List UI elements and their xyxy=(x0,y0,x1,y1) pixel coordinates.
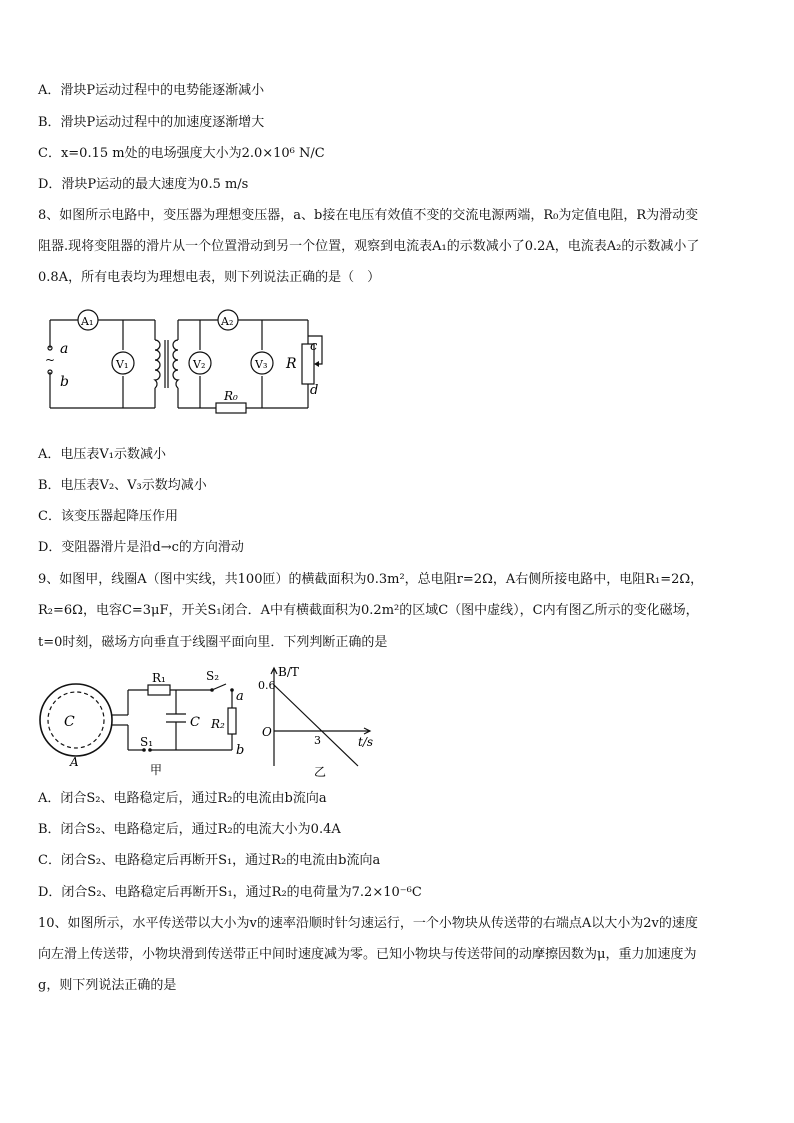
label-c: c xyxy=(310,339,318,354)
q8-stem-line-3: 0.8A，所有电表均为理想电表，则下列说法正确的是（ ） xyxy=(38,270,381,285)
label-region-C: C xyxy=(64,714,75,730)
label-S2: S₂ xyxy=(206,669,220,683)
label-A2: A₂ xyxy=(221,315,234,328)
caption-jia: 甲 xyxy=(150,763,163,777)
q7-option-d: D．滑块P运动的最大速度为0.5 m/s xyxy=(38,177,249,192)
x-tick-3: 3 xyxy=(314,734,321,747)
label-R1: R₁ xyxy=(152,671,166,685)
q8-circuit-diagram xyxy=(40,300,340,415)
x-axis-label: t/s xyxy=(358,735,374,749)
q8-option-c: C．该变压器起降压作用 xyxy=(38,509,178,524)
q7-option-c: C．x=0.15 m处的电场强度大小为2.0×10⁶ N/C xyxy=(38,146,325,161)
label-R2: R₂ xyxy=(211,717,225,731)
label-a: a xyxy=(236,689,244,704)
label-b: b xyxy=(60,374,69,390)
origin-label: O xyxy=(262,725,272,739)
q7-option-b: B．滑块P运动过程中的加速度逐渐增大 xyxy=(38,115,265,130)
label-R: R xyxy=(286,356,297,372)
q9-stem-line-2: R₂=6Ω，电容C=3μF，开关S₁闭合．A中有横截面积为0.2m²的区域C（图中虚线），C内有图乙所示的变化磁场， xyxy=(38,603,699,618)
label-V1: V₁ xyxy=(116,358,129,371)
q10-stem-line-2: 向左滑上传送带，小物块滑到传送带正中间时速度减为零。已知小物块与传送带间的动摩擦因数为μ，重力加速度为 xyxy=(38,947,697,962)
q9-figure-jia xyxy=(36,668,258,780)
q9-option-d: D．闭合S₂、电路稳定后再断开S₁，通过R₂的电荷量为7.2×10⁻⁶C xyxy=(38,885,422,900)
q9-option-a: A．闭合S₂、电路稳定后，通过R₂的电流由b流向a xyxy=(38,791,327,806)
label-a: a xyxy=(60,341,69,357)
caption-yi: 乙 xyxy=(314,765,327,779)
q8-option-a: A．电压表V₁示数减小 xyxy=(38,447,166,462)
label-coil-A: A xyxy=(70,755,79,769)
q8-option-b: B．电压表V₂、V₃示数均减小 xyxy=(38,478,207,493)
label-d: d xyxy=(310,383,319,398)
label-b: b xyxy=(236,743,245,758)
q8-stem-line-2: 阻器.现将变阻器的滑片从一个位置滑动到另一个位置，观察到电流表A₁的示数减小了0.2A，电流表A₂的示数减小了 xyxy=(38,239,700,254)
q9-stem-line-1: 9、如图甲，线圈A（图中实线，共100匝）的横截面积为0.3m²，总电阻r=2Ω，A右侧所接电路中，电阻R₁=2Ω， xyxy=(38,572,704,587)
label-A1: A₁ xyxy=(81,315,94,328)
q8-option-d: D．变阻器滑片是沿d→c的方向滑动 xyxy=(38,540,244,555)
label-R0: R₀ xyxy=(224,389,238,403)
q7-option-a: A．滑块P运动过程中的电势能逐渐减小 xyxy=(38,83,265,98)
q10-stem-line-3: g，则下列说法正确的是 xyxy=(38,978,177,993)
label-S1: S₁ xyxy=(140,735,154,749)
q9-option-c: C．闭合S₂、电路稳定后再断开S₁，通过R₂的电流由b流向a xyxy=(38,853,381,868)
y-axis-label: B/T xyxy=(278,665,299,679)
label-V2: V₂ xyxy=(193,358,206,371)
q9-stem-line-3: t=0时刻，磁场方向垂直于线圈平面向里．下列判断正确的是 xyxy=(38,635,388,650)
y-tick-0.6: 0.6 xyxy=(258,679,276,692)
label-V3: V₃ xyxy=(255,358,268,371)
q9-figure-yi xyxy=(258,662,388,780)
label-tilde: ~ xyxy=(45,353,56,367)
label-capacitor: C xyxy=(190,715,200,730)
q10-stem-line-1: 10、如图所示，水平传送带以大小为v的速率沿顺时针匀速运行，一个小物块从传送带的右端点A以大小为2v的速度 xyxy=(38,916,698,931)
q8-stem-line-1: 8、如图所示电路中，变压器为理想变压器，a、b接在电压有效值不变的交流电源两端，R₀为定值电阻，R为滑动变 xyxy=(38,208,699,223)
q9-option-b: B．闭合S₂、电路稳定后，通过R₂的电流大小为0.4A xyxy=(38,822,341,837)
